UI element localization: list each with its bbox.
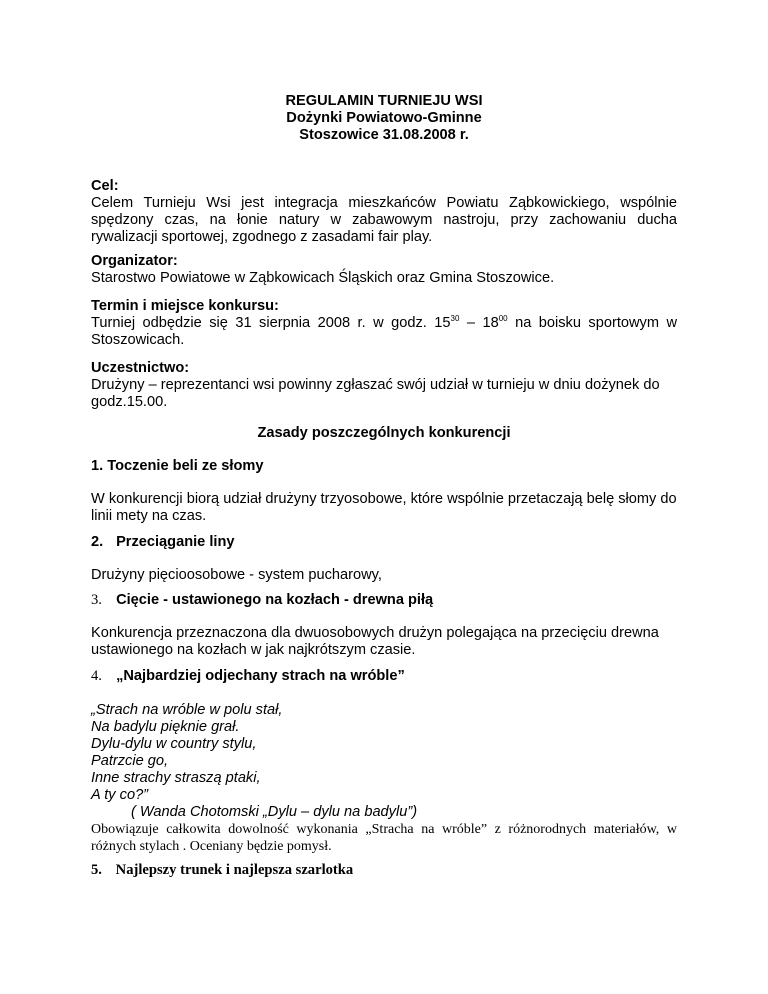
uczestnictwo-text: Drużyny – reprezentanci wsi powinny zgłaszać swój udział w turnieju w dniu dożynek do godz.15.00. <box>91 377 660 410</box>
competition-4 <box>91 668 677 855</box>
poem-line: Na badylu pięknie grał. <box>91 719 240 735</box>
competition-2-desc: Drużyny pięcioosobowe - system pucharowy, <box>91 567 382 583</box>
competition-4-title: „Najbardziej odjechany strach na wróble” <box>116 668 405 684</box>
competition-5 <box>91 862 677 879</box>
termin-text-c: na boisku sportowym w Stoszowicach. <box>91 315 677 348</box>
termin-text-b: – 18 <box>459 315 499 331</box>
competition-4-desc: Obowiązuje całkowita dowolność wykonania „Stracha na wróble” z różnorodnych materiałów, w różnych stylach . Oceniany będzie pomysł. <box>91 822 677 854</box>
document-header <box>91 93 677 144</box>
poem-line: Patrzcie go, <box>91 753 169 769</box>
competition-2 <box>91 534 677 584</box>
competition-3-desc: Konkurencja przeznaczona dla dwuosobowych drużyn polegająca na przecięciu drewna ustawionego na kozłach w jak najkrótszym czasie. <box>91 625 659 658</box>
poem-attribution: ( Wanda Chotomski „Dylu – dylu na badylu”) <box>131 804 418 820</box>
cel-heading: Cel: <box>91 178 119 194</box>
uczestnictwo-heading: Uczestnictwo: <box>91 360 190 376</box>
document-place-date: Stoszowice 31.08.2008 r. <box>299 127 469 143</box>
competition-1-title-row <box>91 458 677 475</box>
section-cel <box>91 178 677 246</box>
competition-1-title: Toczenie beli ze słomy <box>107 458 264 474</box>
competition-5-number: 5. <box>91 862 102 878</box>
poem-line: „Strach na wróble w polu stał, <box>91 702 283 718</box>
termin-sup-a: 30 <box>450 314 460 323</box>
termin-heading: Termin i miejsce konkursu: <box>91 298 279 314</box>
competition-3-title: Cięcie - ustawionego na kozłach - drewna piłą <box>116 592 434 608</box>
competition-2-number: 2. <box>91 534 104 550</box>
organizator-heading: Organizator: <box>91 253 178 269</box>
organizator-text: Starostwo Powiatowe w Ząbkowicach Śląskich oraz Gmina Stoszowice. <box>91 270 555 286</box>
document-subtitle: Dożynki Powiatowo-Gminne <box>286 110 482 126</box>
termin-text <box>91 315 677 349</box>
competition-2-title-row <box>91 534 677 551</box>
competition-5-title: Najlepszy trunek i najlepsza szarlotka <box>115 862 354 878</box>
poem-line: Inne strachy straszą ptaki, <box>91 770 261 786</box>
competition-1-number: 1. <box>91 458 104 474</box>
section-uczestnictwo <box>91 360 677 411</box>
termin-sup-b: 00 <box>498 314 508 323</box>
section-termin <box>91 298 677 349</box>
competition-3 <box>91 592 677 659</box>
competition-4-number: 4. <box>91 668 102 684</box>
cel-text: Celem Turnieju Wsi jest integracja mieszkańców Powiatu Ząbkowickiego, wspólnie spędzony czas, na łonie natury w zabawowym nastroju, przy zachowaniu ducha rywalizacji sportowej, zgodnego z zasadami fair play. <box>91 195 677 245</box>
competition-2-title: Przeciąganie liny <box>116 534 235 550</box>
document-title: REGULAMIN TURNIEJU WSI <box>285 93 483 109</box>
zasady-title: Zasady poszczególnych konkurencji <box>257 425 511 441</box>
section-organizator <box>91 253 677 287</box>
poem-line: Dylu-dylu w country stylu, <box>91 736 257 752</box>
competition-3-title-row <box>91 592 677 609</box>
competition-4-title-row <box>91 668 677 685</box>
competition-1-desc: W konkurencji biorą udział drużyny trzyosobowe, które wspólnie przetaczają belę słomy do linii mety na czas. <box>91 491 677 524</box>
termin-text-a: Turniej odbędzie się 31 sierpnia 2008 r. w godz. 15 <box>91 315 451 331</box>
poem <box>91 702 677 821</box>
competition-1 <box>91 458 677 525</box>
competition-3-number: 3. <box>91 592 102 608</box>
poem-line: A ty co?” <box>91 787 149 803</box>
